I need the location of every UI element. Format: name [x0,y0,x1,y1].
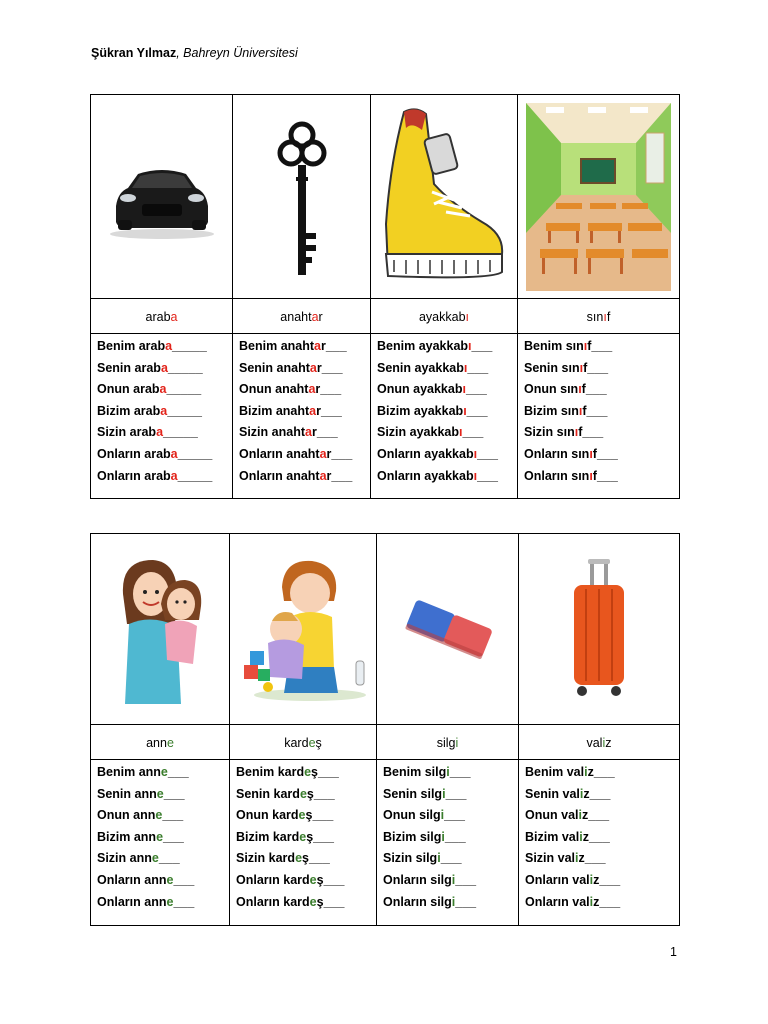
image-cell [91,95,233,299]
practice-sentence: Bizim ayakkabı___ [377,403,488,418]
practice-sentence: Onun anahtar___ [239,382,342,397]
practice-sentence: Onların ayakkabı___ [377,446,498,461]
eraser-icon [398,589,498,669]
practice-sentence: Benim araba_____ [97,339,207,353]
word-label: araba [91,299,233,334]
practice-sentence: Onların valiz___ [525,894,621,909]
sentence-list [519,760,680,926]
word-label: sınıf [518,299,680,334]
practice-sentence: Bizim sınıf___ [524,403,608,418]
practice-sentence: Benim silgi___ [383,765,471,779]
sentence-list [91,760,230,926]
practice-sentence: Bizim kardeş___ [236,829,334,844]
practice-sentence: Onların anne___ [97,894,195,909]
sentence-row [91,334,680,499]
practice-sentence: Benim anahtar___ [239,339,347,353]
image-cell [371,95,518,299]
image-cell [519,534,680,725]
word-row [91,725,680,760]
practice-sentence: Onların anahtar___ [239,468,353,483]
practice-sentence: Onların kardeş___ [236,872,345,887]
sentence-row [91,760,680,926]
image-cell [233,95,371,299]
institution-name: , Bahreyn Üniversitesi [176,46,298,60]
sneaker-icon [382,104,507,289]
practice-sentence: Onun valiz___ [525,808,610,823]
page-number: 1 [670,945,677,959]
practice-sentence: Sizin kardeş___ [236,851,330,866]
word-label: anahtar [233,299,371,334]
sentence-list [230,760,377,926]
practice-sentence: Sizin valiz___ [525,851,606,866]
key-icon [272,117,332,277]
sentence-list [233,334,371,499]
worksheet-table-1 [90,94,680,499]
practice-sentence: Sizin anne___ [97,851,180,866]
author-name: Şükran Yılmaz [91,46,177,60]
practice-sentence: Onun silgi___ [383,808,466,823]
practice-sentence: Benim valiz___ [525,765,615,779]
word-label: valiz [519,725,680,760]
classroom-icon [526,103,671,291]
worksheet-table-2 [90,533,680,926]
suitcase-icon [564,559,634,699]
mother-and-child-icon [115,554,205,704]
practice-sentence: Senin ayakkabı___ [377,360,489,375]
practice-sentence: Onların anne___ [97,872,195,887]
siblings-icon [238,557,368,702]
practice-sentence: Onların kardeş___ [236,894,345,909]
practice-sentence: Benim kardeş___ [236,765,339,779]
practice-sentence: Onun ayakkabı___ [377,382,487,397]
practice-sentence: Sizin araba_____ [97,425,198,440]
sentence-list [371,334,518,499]
sentence-list [518,334,680,499]
practice-sentence: Senin araba_____ [97,360,203,375]
practice-sentence: Senin anahtar___ [239,360,343,375]
practice-sentence: Bizim araba_____ [97,403,202,418]
practice-sentence: Sizin sınıf___ [524,425,604,440]
car-icon [102,152,222,242]
word-label: anne [91,725,230,760]
word-label: ayakkabı [371,299,518,334]
practice-sentence: Onun anne___ [97,808,184,823]
image-cell [230,534,377,725]
image-cell [518,95,680,299]
practice-sentence: Senin anne___ [97,786,185,801]
practice-sentence: Senin sınıf___ [524,360,609,375]
practice-sentence: Onların sınıf___ [524,446,618,461]
image-cell [91,534,230,725]
practice-sentence: Onun kardeş___ [236,808,334,823]
sentence-list [377,760,519,926]
word-label: kardeş [230,725,377,760]
practice-sentence: Onların valiz___ [525,872,621,887]
practice-sentence: Onun sınıf___ [524,382,607,397]
practice-sentence: Senin silgi___ [383,786,467,801]
practice-sentence: Bizim valiz___ [525,829,610,844]
word-label: silgi [377,725,519,760]
practice-sentence: Bizim anne___ [97,829,184,844]
practice-sentence: Onların araba_____ [97,468,213,483]
practice-sentence: Onların silgi___ [383,894,477,909]
word-row [91,299,680,334]
practice-sentence: Benim ayakkabı___ [377,339,493,353]
practice-sentence: Benim sınıf___ [524,339,613,353]
practice-sentence: Sizin silgi___ [383,851,462,866]
practice-sentence: Onların silgi___ [383,872,477,887]
practice-sentence: Sizin ayakkabı___ [377,425,484,440]
practice-sentence: Onun araba_____ [97,382,202,397]
practice-sentence: Onların anahtar___ [239,446,353,461]
practice-sentence: Onların araba_____ [97,446,213,461]
image-cell [377,534,519,725]
practice-sentence: Sizin anahtar___ [239,425,338,440]
page-header [91,46,298,60]
practice-sentence: Senin kardeş___ [236,786,335,801]
practice-sentence: Bizim silgi___ [383,829,466,844]
practice-sentence: Benim anne___ [97,765,189,779]
practice-sentence: Senin valiz___ [525,786,611,801]
practice-sentence: Bizim anahtar___ [239,403,342,418]
sentence-list [91,334,233,499]
practice-sentence: Onların ayakkabı___ [377,468,498,483]
practice-sentence: Onların sınıf___ [524,468,618,483]
